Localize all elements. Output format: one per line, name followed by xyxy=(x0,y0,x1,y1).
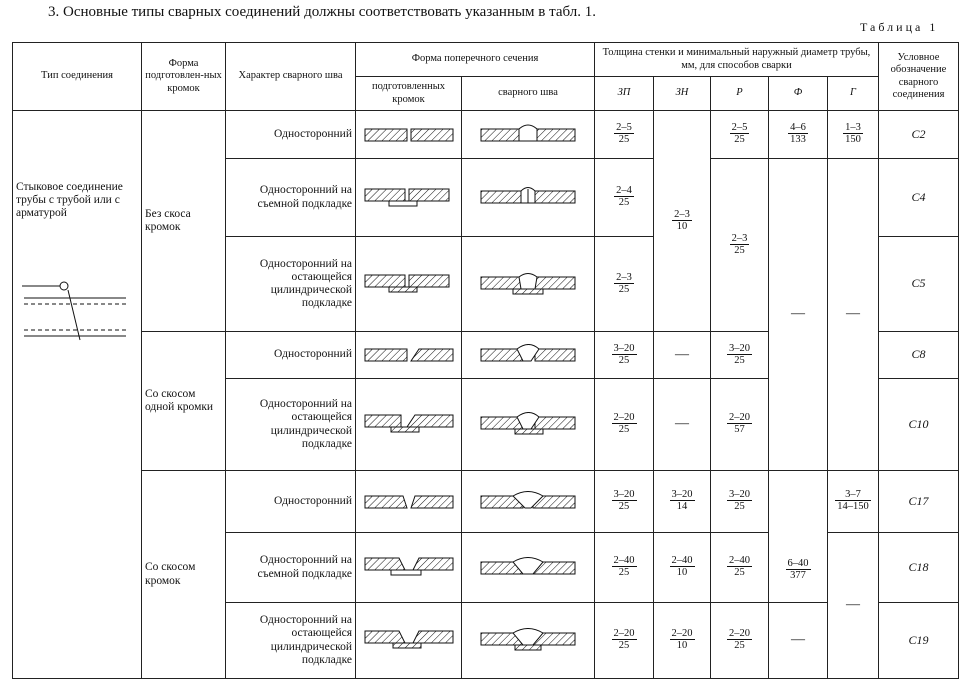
weld-drawing-8 xyxy=(462,603,595,679)
weld-drawing-3 xyxy=(462,237,595,332)
header-weld-seam: сварного шва xyxy=(462,77,595,111)
prep-drawing-3 xyxy=(356,237,462,332)
prep-drawing-7 xyxy=(356,533,462,603)
f-rows-2-5: — xyxy=(769,159,828,471)
zp-row-1: $\frac{2-5}{25}$ xyxy=(595,111,654,159)
header-method-r: Р xyxy=(711,77,769,111)
prep-drawing-2 xyxy=(356,159,462,237)
r-rows-2-3: $\frac{2-3}{25}$ xyxy=(711,159,769,332)
seam-row-7: Односторонний на съемной подкладке xyxy=(226,533,356,603)
zn-rows-1-3: $\frac{2-3}{10}$ xyxy=(654,111,711,332)
zp-row-4: $\frac{3-20}{25}$ xyxy=(595,332,654,379)
header-edge-form: Форма подготовлен-ных кромок xyxy=(142,43,226,111)
g-row-1: $\frac{1-3}{150}$ xyxy=(828,111,879,159)
code-row-6: С17 xyxy=(879,471,959,533)
prep-drawing-6 xyxy=(356,471,462,533)
header-thickness: Толщина стенки и минимальный наружный диаметр трубы, мм, для способов сварки xyxy=(595,43,879,77)
seam-row-2: Односторонний на съемной подкладке xyxy=(226,159,356,237)
page-heading: 3. Основные типы сварных соединений должны соответствовать указанным в табл. 1. xyxy=(48,4,597,20)
seam-row-1: Односторонний xyxy=(226,111,356,159)
prep-drawing-5 xyxy=(356,379,462,471)
zp-row-5: $\frac{2-20}{25}$ xyxy=(595,379,654,471)
zn-row-7: $\frac{2-40}{10}$ xyxy=(654,533,711,603)
weld-drawing-7 xyxy=(462,533,595,603)
zp-row-7: $\frac{2-40}{25}$ xyxy=(595,533,654,603)
table-label: Таблица 1 xyxy=(860,20,939,34)
group-both-bevel: Со скосом кромок xyxy=(142,471,226,679)
zp-row-8: $\frac{2-20}{25}$ xyxy=(595,603,654,679)
r-row-4: $\frac{3-20}{25}$ xyxy=(711,332,769,379)
weld-drawing-5 xyxy=(462,379,595,471)
joint-type-cell xyxy=(13,111,142,679)
weld-drawing-1 xyxy=(462,111,595,159)
seam-row-8: Односторонний на остающейся цилиндрической подкладке xyxy=(226,603,356,679)
header-type: Тип соединения xyxy=(13,43,142,111)
g-rows-7-8: — xyxy=(828,533,879,679)
zn-row-6: $\frac{3-20}{14}$ xyxy=(654,471,711,533)
weld-drawing-6 xyxy=(462,471,595,533)
prep-drawing-4 xyxy=(356,332,462,379)
r-row-8: $\frac{2-20}{25}$ xyxy=(711,603,769,679)
header-method-zn: ЗН xyxy=(654,77,711,111)
code-row-7: С18 xyxy=(879,533,959,603)
pipe-joint-sketch xyxy=(22,278,130,348)
joint-type-label: Стыковое соединение трубы с трубой или с арматурой xyxy=(16,181,123,220)
header-seam-character: Характер сварного шва xyxy=(226,43,356,111)
code-row-3: С5 xyxy=(879,237,959,332)
f-row-8: — xyxy=(769,603,828,679)
weld-drawing-4 xyxy=(462,332,595,379)
seam-row-4: Односторонний xyxy=(226,332,356,379)
zn-row-5: — xyxy=(654,379,711,471)
r-row-5: $\frac{2-20}{57}$ xyxy=(711,379,769,471)
header-prepared-edges: подготовленных кромок xyxy=(356,77,462,111)
seam-row-6: Односторонний xyxy=(226,471,356,533)
r-row-1: $\frac{2-5}{25}$ xyxy=(711,111,769,159)
code-row-4: С8 xyxy=(879,332,959,379)
seam-row-3: Односторонний на остающейся цилиндрической подкладке xyxy=(226,237,356,332)
zp-row-2: $\frac{2-4}{25}$ xyxy=(595,159,654,237)
r-row-6: $\frac{3-20}{25}$ xyxy=(711,471,769,533)
zp-row-3: $\frac{2-3}{25}$ xyxy=(595,237,654,332)
prep-drawing-1 xyxy=(356,111,462,159)
header-method-zp: ЗП xyxy=(595,77,654,111)
header-cross-section: Форма поперечного сечения xyxy=(356,43,595,77)
header-designation: Условное обозначение сварного соединения xyxy=(879,43,959,111)
code-row-2: С4 xyxy=(879,159,959,237)
zp-row-6: $\frac{3-20}{25}$ xyxy=(595,471,654,533)
g-rows-2-5: — xyxy=(828,159,879,471)
weld-joints-table xyxy=(12,42,959,679)
f-row-1: $\frac{4-6}{133}$ xyxy=(769,111,828,159)
code-row-1: С2 xyxy=(879,111,959,159)
seam-row-5: Односторонний на остающейся цилиндрической подкладке xyxy=(226,379,356,471)
group-one-bevel: Со скосом одной кромки xyxy=(142,332,226,471)
group-no-bevel: Без скоса кромок xyxy=(142,111,226,332)
header-method-g: Г xyxy=(828,77,879,111)
g-row-6: $\frac{3-7}{14-150}$ xyxy=(828,471,879,533)
header-method-f: Ф xyxy=(769,77,828,111)
code-row-8: С19 xyxy=(879,603,959,679)
zn-row-4: — xyxy=(654,332,711,379)
code-row-5: С10 xyxy=(879,379,959,471)
weld-drawing-2 xyxy=(462,159,595,237)
r-row-7: $\frac{2-40}{25}$ xyxy=(711,533,769,603)
zn-row-8: $\frac{2-20}{10}$ xyxy=(654,603,711,679)
f-rows-6-7-top: $\frac{6-40}{377}$ xyxy=(769,471,828,603)
prep-drawing-8 xyxy=(356,603,462,679)
